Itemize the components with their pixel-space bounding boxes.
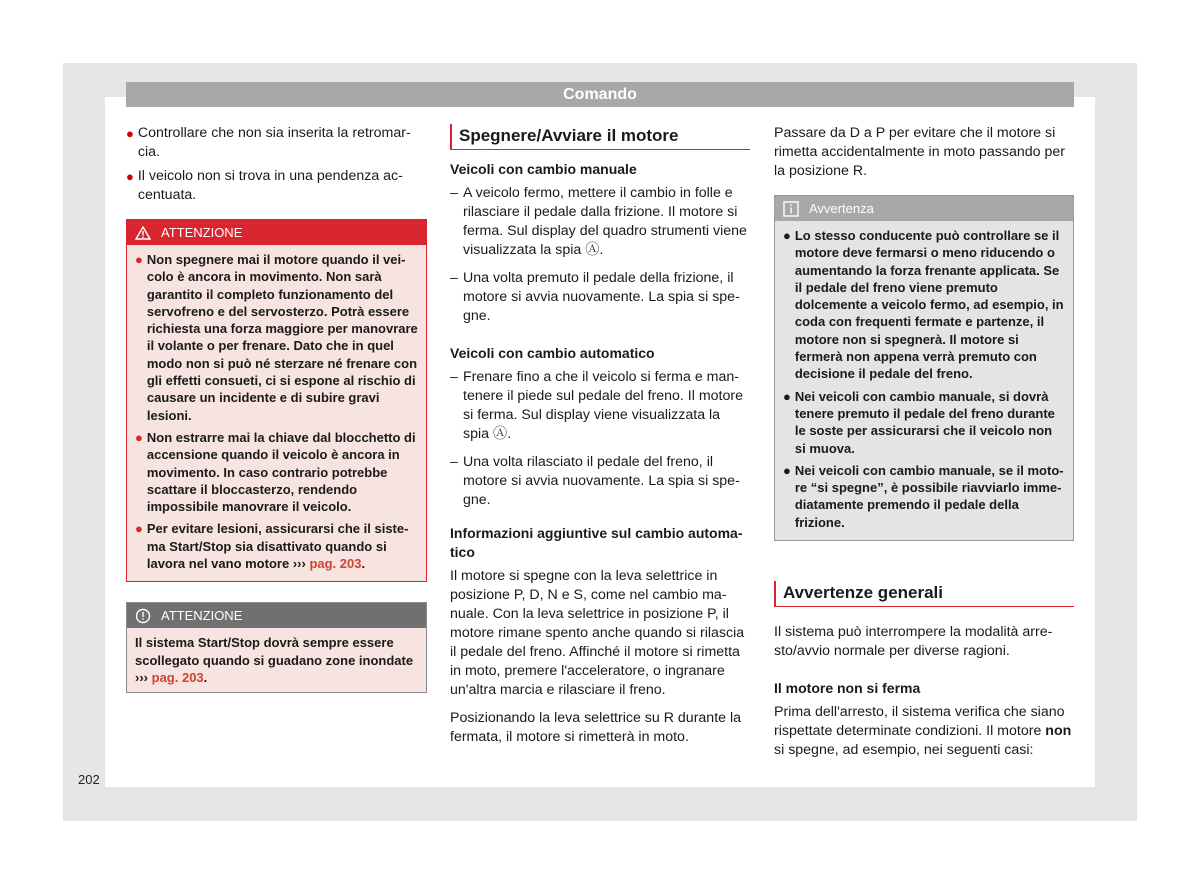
bullet-text: Controllare che non sia inserita la retromarcia. — [137, 125, 411, 160]
paragraph: Il motore si spegne con la leva selettrice in posizione P, D, N e S, come nel cambio manuale. Con la leva selettrice in posizione P, il motore rimane spento anche quando si rilascia il pedale del freno. Affinché il motore si rimetta in moto, premere l'acceleratore, o ingranare un'altra marcia e rilasciare il freno. — [450, 568, 745, 698]
dash-icon: – — [450, 185, 458, 201]
subheading: Informazioni aggiuntive sul cambio automatico — [450, 525, 743, 560]
bullet-text: Il veicolo non si trova in una pendenza accentuata. — [137, 168, 403, 203]
bullet-icon: ● — [126, 126, 134, 141]
list-item: – Frenare fino a che il veicolo si ferma e mantenere il piede sul pedale del freno. Il motore si ferma. Sul display viene visualizzata la spia Ⓐ. — [450, 369, 743, 442]
link-arrows-icon: ››› — [292, 556, 306, 572]
warning-box — [126, 219, 427, 582]
list-item — [135, 251, 418, 424]
list-item: ● Nei veicoli con cambio manuale, se il motore “si spegne”, è possibile riavviarlo immediatamente premendo il pedale della frizione. — [783, 462, 1064, 530]
bullet-icon: ● — [783, 228, 791, 243]
bullet-icon: ● — [783, 388, 791, 404]
section-title: Avvertenze generali — [774, 581, 1074, 607]
warning-text: Non spegnere mai il motore quando il veicolo è ancora in movimento. Non sarà garantito il completo funzionamento del servofreno e del servosterzo. Potrà essere richiesta una forza maggiore per manovrare il volante o per frenare. Dato che in quel modo non si può né sterzare né frenare con gli effetti consueti, ci si espone al rischio di causare un incidente e di subire gravi lesioni. — [146, 252, 418, 423]
list-item: – Una volta rilasciato il pedale del freno, il motore si avvia nuovamente. La spia si spegne. — [450, 454, 740, 508]
alert-circle-icon — [135, 608, 151, 624]
warning-label: ATTENZIONE — [161, 225, 243, 240]
info-icon — [783, 201, 799, 217]
dash-icon: – — [450, 369, 458, 385]
list-item: ● Lo stesso conducente può controllare se il motore deve fermarsi o meno riducendo o aumentando la forza frenante applicata. Se il pedale del freno viene premuto dolcemente a veicolo fermo, ad esempio, in coda con frequenti fermate e partenze, il motore non si spegnerà. Il motore si fermerà non appena verrà premuto con decisione il pedale del freno. — [783, 228, 1064, 382]
column-middle — [450, 124, 750, 756]
subheading: Veicoli con cambio manuale — [450, 161, 637, 177]
paragraph: Posizionando la leva selettrice su R durante la fermata, il motore si rimetterà in moto. — [450, 710, 742, 745]
paragraph: Il sistema può interrompere la modalità arresto/avvio normale per diverse ragioni. — [774, 624, 1053, 660]
paragraph: Prima dell'arresto, il sistema verifica che siano rispettate determinate condizioni. Il motore non si spegne, ad esempio, nei seguenti casi: — [774, 704, 1072, 759]
page-number: 202 — [78, 772, 100, 787]
warning-triangle-icon — [135, 226, 151, 240]
list-item: ● Nei veicoli con cambio manuale, si dovrà tenere premuto il pedale del freno durante le soste per assicurarsi che il veicolo non si muova. — [783, 388, 1055, 456]
warning-body — [127, 245, 426, 581]
notice-label: Avvertenza — [809, 201, 874, 216]
warning-header — [127, 603, 426, 628]
bullet-icon: ● — [135, 252, 143, 267]
warning-text: Non estrarre mai la chiave dal blocchetto di accensione quando il veicolo è ancora in movimento. In caso contrario potrebbe scattare il bloccasterzo, rendendo impossibile manovrare il veicolo. — [146, 429, 416, 515]
section-title: Spegnere/Avviare il motore — [450, 124, 750, 150]
list-item — [135, 520, 418, 572]
list-item — [126, 124, 427, 162]
subheading: Veicoli con cambio automatico — [450, 345, 655, 361]
paragraph: Passare da D a P per evitare che il motore si rimetta accidentalmente in moto passando per la posizione R. — [774, 125, 1066, 179]
bullet-icon: ● — [126, 169, 134, 184]
notice-box — [774, 195, 1074, 541]
warning-text: Per evitare lesioni, assicurarsi che il sistema Start/Stop sia disattivato quando si lavora nel vano motore ››› pag. 203. — [146, 521, 409, 572]
bullet-icon: ● — [135, 429, 143, 445]
warning-label: ATTENZIONE — [161, 608, 243, 624]
link-arrows-icon: ››› — [135, 669, 148, 685]
warning-body: Il sistema Start/Stop dovrà sempre essere scollegato quando si guadano zone inondate ››› pag. 203. — [135, 635, 414, 685]
bullet-icon: ● — [783, 462, 791, 478]
list-item — [135, 429, 418, 515]
page-reference-link[interactable]: pag. 203 — [309, 556, 362, 572]
notice-body — [775, 221, 1073, 540]
dash-icon: – — [450, 270, 458, 286]
warning-header — [127, 220, 426, 245]
chapter-header: Comando — [126, 82, 1074, 107]
dash-icon: – — [450, 454, 458, 470]
notice-header — [775, 196, 1073, 221]
subheading: Il motore non si ferma — [774, 680, 921, 697]
list-item: – Una volta premuto il pedale della frizione, il motore si avvia nuovamente. La spia si spegne. — [450, 270, 740, 324]
bullet-icon: ● — [135, 521, 143, 537]
column-right — [774, 124, 1074, 769]
page-reference-link[interactable]: pag. 203 — [151, 669, 204, 685]
column-left — [126, 124, 427, 693]
warning-box-2 — [126, 602, 427, 693]
list-item: – A veicolo fermo, mettere il cambio in folle e rilasciare il pedale dalla frizione. Il motore si ferma. Sul display del quadro strumenti viene visualizzata la spia Ⓐ. — [450, 185, 747, 258]
list-item — [126, 167, 427, 205]
